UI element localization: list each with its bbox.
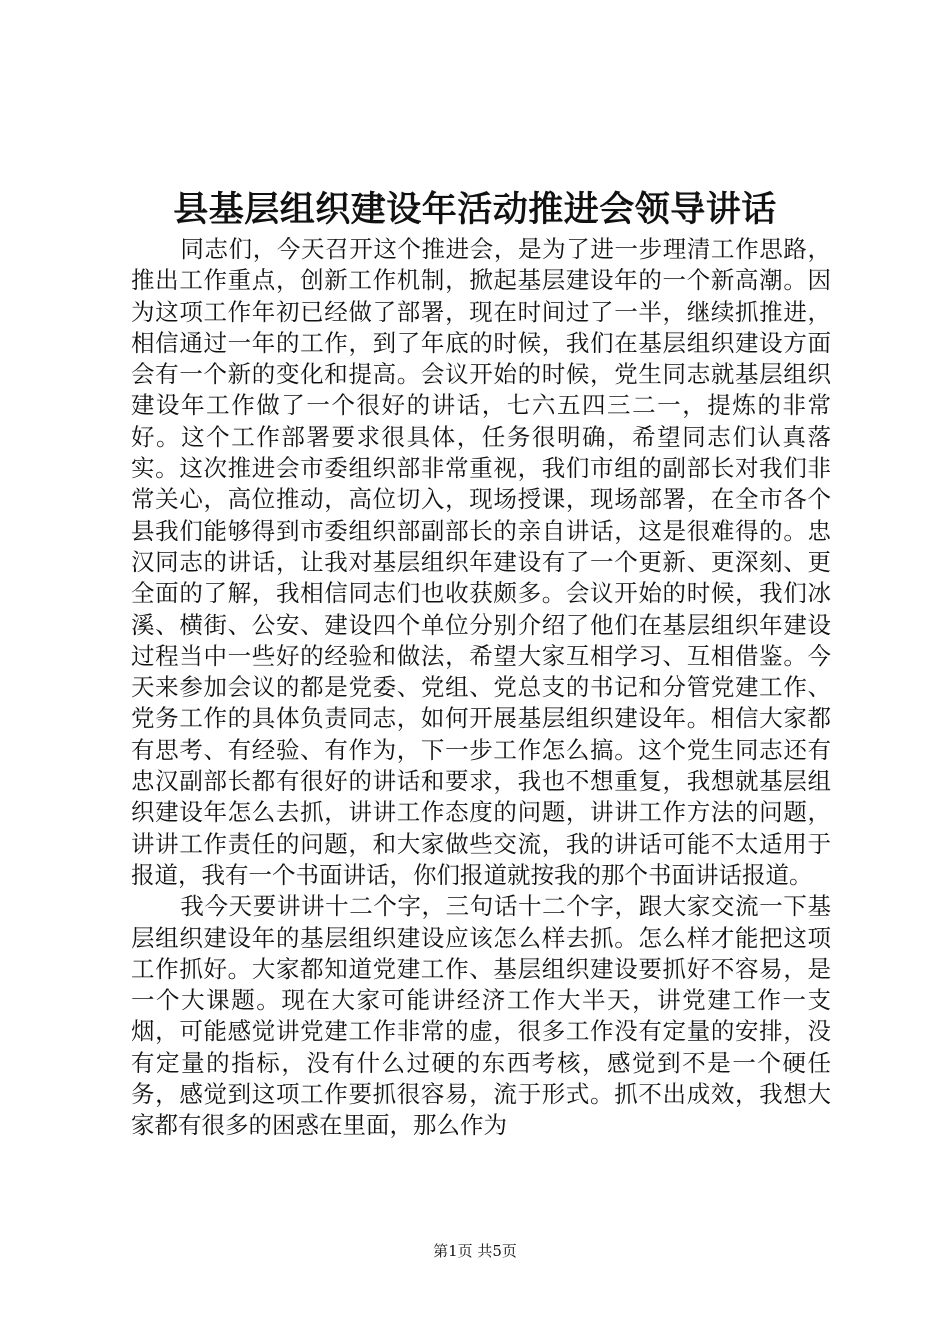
paragraph-2: 我今天要讲讲十二个字，三句话十二个字，跟大家交流一下基层组织建设年的基层组织建设应该怎么样去抓。怎么样才能把这项工作抓好。大家都知道党建工作、基层组织建设要抓好不容易，是一个大课题。现在大家可能讲经济工作大半天，讲党建工作一支烟，可能感觉讲党建工作非常的虚，很多工作没有定量的安排，没有定量的指标，没有什么过硬的东西考核，感觉到不是一个硬任务，感觉到这项工作要抓很容易，流于形式。抓不出成效，我想大家都有很多的困惑在里面，那么作为 <box>131 892 831 1140</box>
page-footer: 第1页 共5页 <box>433 1242 517 1260</box>
document-title: 县基层组织建设年活动推进会领导讲话 <box>173 189 777 230</box>
paragraph-1: 同志们，今天召开这个推进会，是为了进一步理清工作思路，推出工作重点，创新工作机制，掀起基层建设年的一个新高潮。因为这项工作年初已经做了部署，现在时间过了一半，继续抓推进，相信通过一年的工作，到了年底的时候，我们在基层组织建设方面会有一个新的变化和提高。会议开始的时候，党生同志就基层组织建设年工作做了一个很好的讲话，七六五四三二一，提炼的非常好。这个工作部署要求很具体，任务很明确，希望同志们认真落实。这次推进会市委组织部非常重视，我们市组的副部长对我们非常关心，高位推动，高位切入，现场授课，现场部署，在全市各个县我们能够得到市委组织部副部长的亲自讲话，这是很难得的。忠汉同志的讲话，让我对基层组织年建设有了一个更新、更深刻、更全面的了解，我相信同志们也收获颇多。会议开始的时候，我们冰溪、横街、公安、建设四个单位分别介绍了他们在基层组织年建设过程当中一些好的经验和做法，希望大家互相学习、互相借鉴。今天来参加会议的都是党委、党组、党总支的书记和分管党建工作、党务工作的具体负责同志，如何开展基层组织建设年。相信大家都有思考、有经验、有作为，下一步工作怎么搞。这个党生同志还有忠汉副部长都有很好的讲话和要求，我也不想重复，我想就基层组织建设年怎么去抓，讲讲工作态度的问题，讲讲工作方法的问题，讲讲工作责任的问题，和大家做些交流，我的讲话可能不太适用于报道，我有一个书面讲话，你们报道就按我的那个书面讲话报道。 <box>131 235 831 889</box>
document-body <box>131 234 831 1142</box>
